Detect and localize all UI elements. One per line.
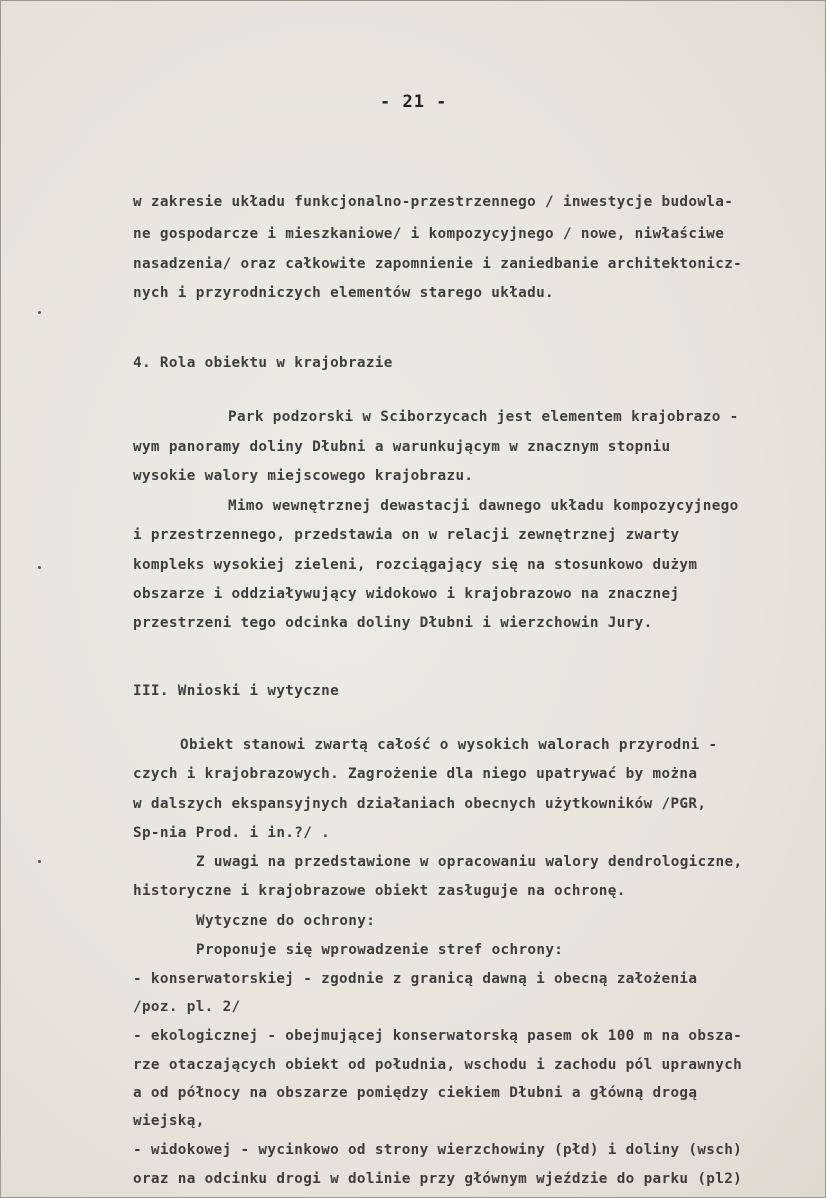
- text-line: - konserwatorskiej - zgodnie z granicą dawną i obecną założenia: [133, 971, 698, 987]
- text-line: i przestrzennego, przedstawia on w relacji zewnętrznej zwarty: [133, 527, 680, 543]
- text-line: oraz na odcinku drogi w dolinie przy głównym wjeździe do parku (pl2): [133, 1171, 743, 1187]
- text-line: wysokie walory miejscowego krajobrazu.: [133, 468, 474, 484]
- text-line: kompleks wysokiej zieleni, rozciągający się na stosunkowo dużym: [133, 557, 698, 573]
- text-line: Mimo wewnętrznej dewastacji dawnego układu kompozycyjnego: [228, 498, 739, 514]
- text-line: rze otaczających obiekt od południa, wschodu i zachodu pól uprawnych: [133, 1057, 743, 1073]
- text-line: obszarze i oddziaływujący widokowo i krajobrazowo na znacznej: [133, 586, 680, 602]
- text-line: wiejską,: [133, 1113, 205, 1129]
- text-line: Proponuje się wprowadzenie stref ochrony:: [196, 942, 564, 958]
- page-number: - 21 -: [380, 92, 448, 112]
- section-heading: III. Wnioski i wytyczne: [133, 683, 340, 699]
- text-line: wym panoramy doliny Dłubni a warunkującym w znacznym stopniu: [133, 439, 671, 455]
- text-line: nasadzenia/ oraz całkowite zapomnienie i zaniedbanie architektonicz-: [133, 256, 743, 272]
- section-heading: 4. Rola obiektu w krajobrazie: [133, 355, 393, 371]
- text-line: - ekologicznej - obejmującej konserwatorską pasem ok 100 m na obsza-: [133, 1028, 743, 1044]
- text-line: Obiekt stanowi zwartą całość o wysokich walorach przyrodni -: [180, 737, 718, 753]
- text-line: - widokowej - wycinkowo od strony wierzchowiny (płd) i doliny (wsch): [133, 1142, 743, 1158]
- text-line: w dalszych ekspansyjnych działaniach obecnych użytkowników /PGR,: [133, 796, 707, 812]
- text-line: Sp-nia Prod. i in.?/ .: [133, 825, 331, 841]
- text-line: nych i przyrodniczych elementów starego układu.: [133, 285, 554, 301]
- text-line: Park podzorski w Sciborzycach jest elementem krajobrazo -: [228, 409, 739, 425]
- margin-dot: [38, 311, 41, 314]
- text-line: /poz. pl. 2/: [133, 999, 241, 1015]
- margin-dot: [38, 566, 41, 569]
- text-line: Z uwagi na przedstawione w opracowaniu walory dendrologiczne,: [196, 854, 743, 870]
- text-line: czych i krajobrazowych. Zagrożenie dla niego upatrywać by można: [133, 766, 698, 782]
- text-line: w zakresie układu funkcjonalno-przestrzennego / inwestycje budowla-: [133, 194, 734, 210]
- text-line: ne gospodarcze i mieszkaniowe/ i kompozycyjnego / nowe, niwłaściwe: [133, 226, 725, 242]
- text-line: a od północy na obszarze pomiędzy ciekiem Dłubni a główną drogą: [133, 1085, 698, 1101]
- text-line: przestrzeni tego odcinka doliny Dłubni i wierzchowin Jury.: [133, 615, 653, 631]
- text-line: historyczne i krajobrazowe obiekt zasługuje na ochronę.: [133, 883, 626, 899]
- margin-dot: [38, 860, 41, 863]
- text-line: Wytyczne do ochrony:: [196, 913, 376, 929]
